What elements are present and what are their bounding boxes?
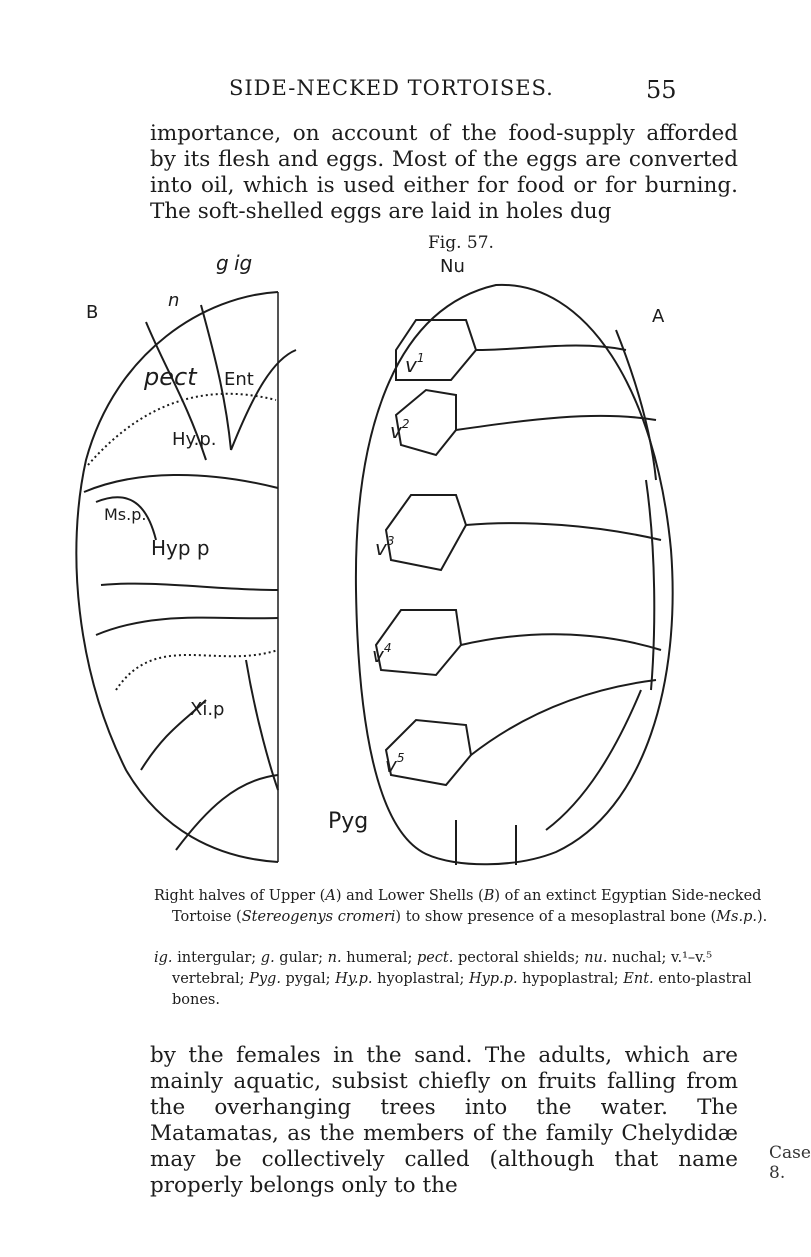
caption-title: Right halves of Upper (A) and Lower Shells (B) of an extinct Egyptian Side-necked Tortoise (Stereogenys cromeri) to show presence of a mesoplastral bone (Ms.p.). <box>154 888 768 925</box>
paragraph-top: importance, on account of the food-supply afforded by its flesh and eggs. Most of the eggs are converted into oil, which is used either for food or for burning. The soft-shelled eggs are laid in holes dug <box>150 121 738 224</box>
label-pect: pect <box>144 363 197 391</box>
label-v5: $v^5$ <box>385 751 405 777</box>
label-Msp: Ms.p. <box>104 505 147 524</box>
label-A: A <box>652 306 665 327</box>
label-Ent: Ent <box>224 369 254 390</box>
label-v3: $v^3$ <box>375 534 395 560</box>
caption-key: ig. intergular; g. gular; n. humeral; pect. pectoral shields; nu. nuchal; v.¹–v.⁵ vertebral; Pyg. pygal; Hy.p. hyoplastral; Hyp.p. hypoplastral; Ent. ento-plastral bones. <box>154 950 752 1008</box>
label-g: g <box>216 251 229 275</box>
margin-note: Case 8. <box>769 1143 811 1183</box>
figure-illustration <box>56 250 742 875</box>
label-v4: $v^4$ <box>372 641 392 667</box>
running-head <box>0 76 800 106</box>
page-number: 55 <box>646 76 677 104</box>
label-Xip: Xi.p <box>190 699 225 720</box>
label-v1: $v^1$ <box>405 351 425 377</box>
label-Hypp: Hyp p <box>151 536 210 560</box>
shell-drawing <box>56 250 742 875</box>
label-n: n <box>168 290 180 311</box>
label-Pyg: Pyg <box>328 809 369 834</box>
label-B: B <box>86 302 99 323</box>
label-Hyp: Hy.p. <box>172 429 217 450</box>
figure-label: Fig. 57. <box>428 233 494 253</box>
paragraph-bottom: by the females in the sand. The adults, which are mainly aquatic, subsist chiefly on fruits falling from the overhanging trees into the water. The Matamatas, as the members of the family Chelydidæ may be collectively called (although that name properly belongs only to the <box>150 1043 738 1198</box>
label-ig: ig <box>234 251 253 275</box>
label-Nu: Nu <box>440 256 465 277</box>
label-v2: $v^2$ <box>390 417 410 443</box>
running-title: SIDE-NECKED TORTOISES. <box>229 76 554 100</box>
